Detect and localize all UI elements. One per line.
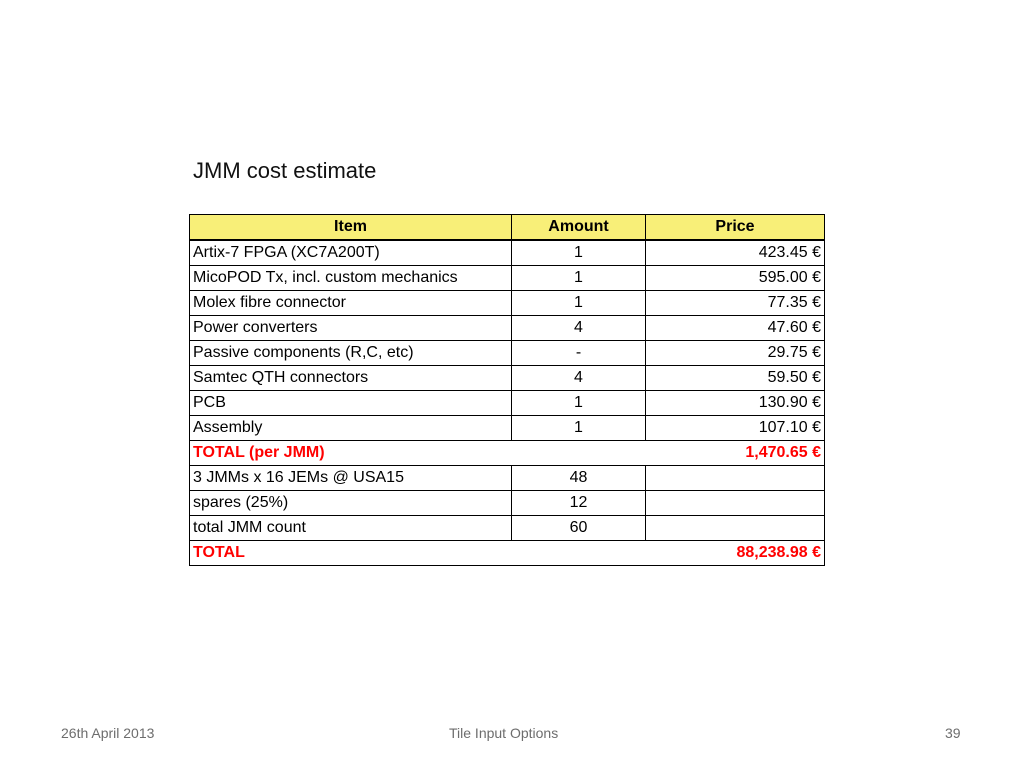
grand-total-label: TOTAL [190, 541, 512, 566]
table-row [190, 366, 825, 391]
grand-total-spacer [512, 541, 646, 566]
item-cell: Passive components (R,C, etc) [190, 341, 512, 366]
amount-cell: 4 [512, 366, 646, 391]
amount-cell: 1 [512, 240, 646, 266]
price-cell: 595.00 € [646, 266, 825, 291]
total-per-jmm-spacer [512, 441, 646, 466]
header-item: Item [190, 215, 512, 241]
table-row [190, 416, 825, 441]
total-per-jmm-price: 1,470.65 € [646, 441, 825, 466]
count-label: spares (25%) [190, 491, 512, 516]
table-row [190, 316, 825, 341]
count-row [190, 466, 825, 491]
count-blank [646, 466, 825, 491]
count-value: 48 [512, 466, 646, 491]
price-cell: 59.50 € [646, 366, 825, 391]
item-cell: MicoPOD Tx, incl. custom mechanics [190, 266, 512, 291]
count-blank [646, 516, 825, 541]
count-value: 60 [512, 516, 646, 541]
header-price: Price [646, 215, 825, 241]
cost-table [189, 214, 825, 566]
item-cell: Samtec QTH connectors [190, 366, 512, 391]
table-row [190, 266, 825, 291]
total-per-jmm-row [190, 441, 825, 466]
amount-cell: 4 [512, 316, 646, 341]
price-cell: 423.45 € [646, 240, 825, 266]
grand-total-row [190, 541, 825, 566]
table-row [190, 240, 825, 266]
price-cell: 47.60 € [646, 316, 825, 341]
price-cell: 130.90 € [646, 391, 825, 416]
table-row [190, 291, 825, 316]
item-cell: Artix-7 FPGA (XC7A200T) [190, 240, 512, 266]
footer-date: 26th April 2013 [61, 725, 155, 741]
footer-title: Tile Input Options [449, 725, 559, 741]
amount-cell: 1 [512, 291, 646, 316]
item-cell: Assembly [190, 416, 512, 441]
count-value: 12 [512, 491, 646, 516]
item-cell: Power converters [190, 316, 512, 341]
price-cell: 107.10 € [646, 416, 825, 441]
slide-number: 39 [945, 725, 961, 741]
amount-cell: 1 [512, 266, 646, 291]
header-amount: Amount [512, 215, 646, 241]
count-blank [646, 491, 825, 516]
item-cell: PCB [190, 391, 512, 416]
price-cell: 29.75 € [646, 341, 825, 366]
header-row [190, 215, 825, 241]
count-row [190, 491, 825, 516]
amount-cell: - [512, 341, 646, 366]
count-row [190, 516, 825, 541]
amount-cell: 1 [512, 416, 646, 441]
count-label: 3 JMMs x 16 JEMs @ USA15 [190, 466, 512, 491]
count-label: total JMM count [190, 516, 512, 541]
grand-total-price: 88,238.98 € [646, 541, 825, 566]
total-per-jmm-label: TOTAL (per JMM) [190, 441, 512, 466]
price-cell: 77.35 € [646, 291, 825, 316]
amount-cell: 1 [512, 391, 646, 416]
slide-title: JMM cost estimate [193, 158, 377, 183]
item-cell: Molex fibre connector [190, 291, 512, 316]
table-row [190, 341, 825, 366]
table-row [190, 391, 825, 416]
